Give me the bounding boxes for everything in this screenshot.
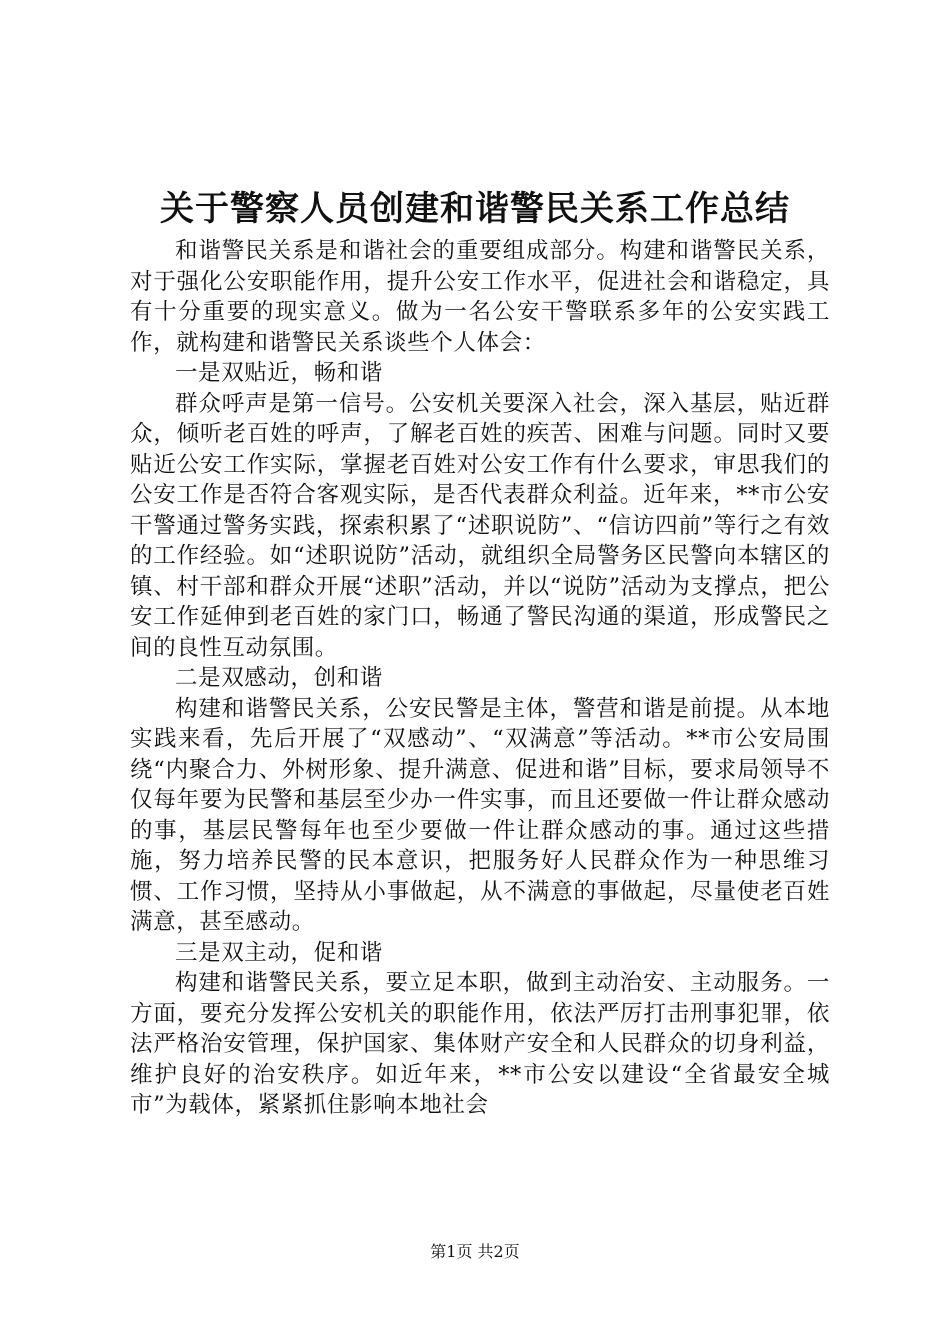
document-body (130, 236, 830, 1121)
section-2-paragraph: 构建和谐警民关系，公安民警是主体，警营和谐是前提。从本地实践来看，先后开展了“双感动”、“双满意”等活动。**市公安局围绕“内聚合力、外树形象、提升满意、促进和谐”目标，要求局领导不仅每年要为民警和基层至少办一件实事，而且还要做一件让群众感动的事，基层民警每年也至少要做一件让群众感动的事。通过这些措施，努力培养民警的民本意识，把服务好人民群众作为一种思维习惯、工作习惯，坚持从小事做起，从不满意的事做起，尽量使老百姓满意，甚至感动。 (130, 695, 830, 935)
section-1-paragraph: 群众呼声是第一信号。公安机关要深入社会，深入基层，贴近群众，倾听老百姓的呼声，了解老百姓的疾苦、困难与问题。同时又要贴近公安工作实际，掌握老百姓对公安工作有什么要求，审思我们的公安工作是否符合客观实际，是否代表群众利益。近年来，**市公安干警通过警务实践，探索积累了“述职说防”、“信访四前”等行之有效的工作经验。如“述职说防”活动，就组织全局警务区民警向本辖区的镇、村干部和群众开展“述职”活动，并以“说防”活动为支撑点，把公安工作延伸到老百姓的家门口，畅通了警民沟通的渠道，形成警民之间的良性互动氛围。 (130, 390, 830, 661)
document-title: 关于警察人员创建和谐警民关系工作总结 (160, 189, 790, 229)
section-3-paragraph: 构建和谐警民关系，要立足本职，做到主动治安、主动服务。一方面，要充分发挥公安机关的职能作用，依法严厉打击刑事犯罪，依法严格治安管理，保护国家、集体财产安全和人民群众的切身利益，维护良好的治安秩序。如近年来，**市公安以建设“全省最安全城市”为载体，紧紧抓住影响本地社会 (130, 970, 830, 1118)
section-heading-1: 一是双贴近，畅和谐 (175, 360, 383, 386)
page-footer: 第1页 共2页 (430, 1242, 520, 1261)
section-heading-2: 二是双感动，创和谐 (175, 665, 383, 691)
intro-paragraph: 和谐警民关系是和谐社会的重要组成部分。构建和谐警民关系，对于强化公安职能作用，提升公安工作水平，促进社会和谐稳定，具有十分重要的现实意义。做为一名公安干警联系多年的公安实践工作，就构建和谐警民关系谈些个人体会： (130, 238, 830, 356)
section-heading-3: 三是双主动，促和谐 (175, 939, 383, 966)
